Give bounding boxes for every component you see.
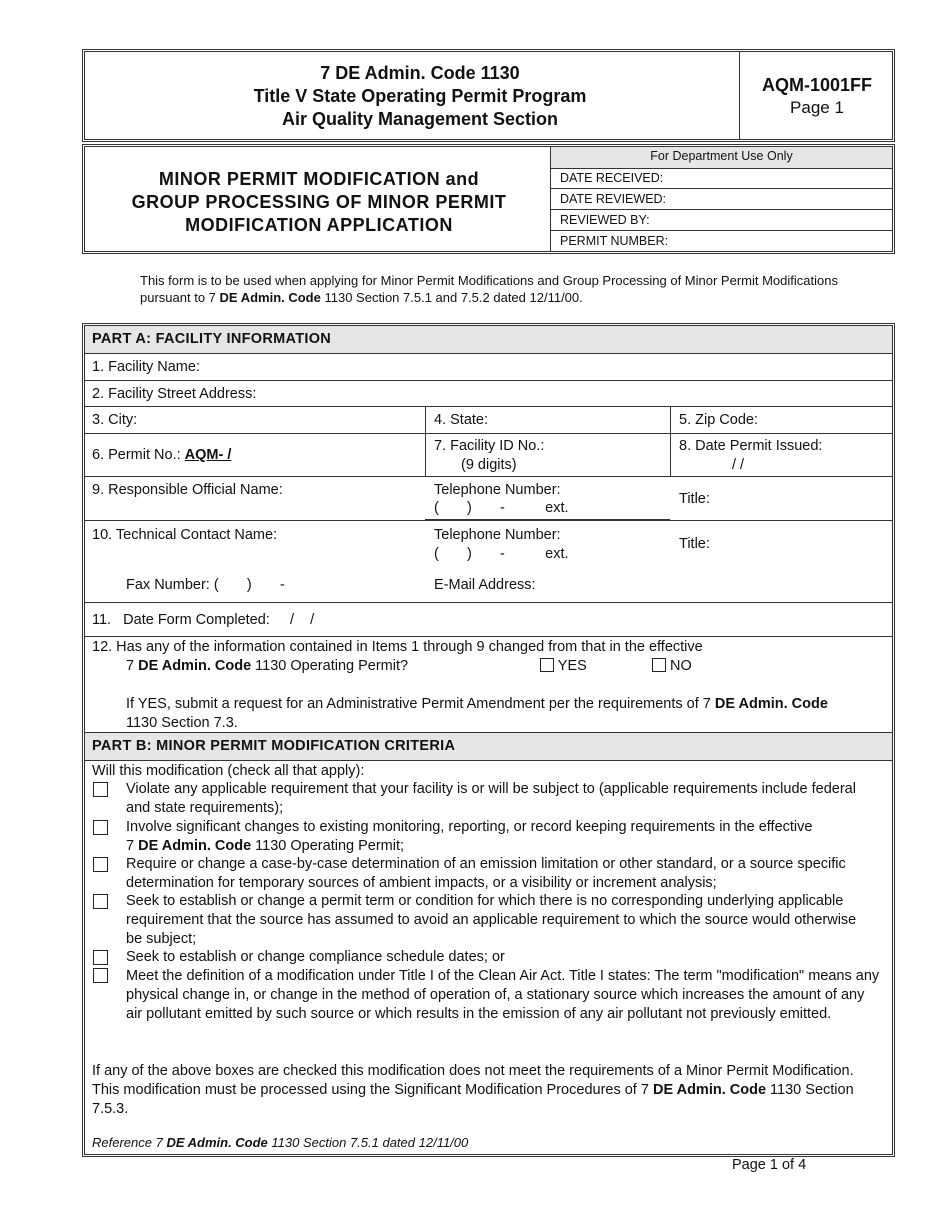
q12-no-option[interactable]: NO [652, 658, 692, 674]
form-title-line-3: MODIFICATION APPLICATION [185, 215, 453, 235]
form-code: AQM-1001FF [761, 75, 873, 95]
col-line [425, 406, 426, 476]
contact-telephone-format: ( ) - ext. [434, 546, 569, 562]
responsible-official-label: 9. Responsible Official Name: [92, 482, 283, 498]
criterion-3-checkbox[interactable] [93, 857, 108, 872]
technical-contact-label: 10. Technical Contact Name: [92, 527, 278, 543]
contact-telephone-label: Telephone Number: [434, 527, 561, 543]
intro-paragraph: This form is to be used when applying for Minor Permit Modifications and Group Processing of Minor Permit Modifications pursuant to 7 DE Admin. Code 1130 Section 7.5.1 and 7.5.2 dated 12/11/00. [140, 273, 838, 305]
facility-name-label: 1. Facility Name: [92, 359, 200, 375]
official-telephone-format: ( ) - ext. [434, 500, 569, 516]
permit-number-label: PERMIT NUMBER: [560, 234, 669, 248]
row-line [85, 636, 892, 637]
row-line [85, 433, 892, 434]
city-label: 3. City: [92, 412, 138, 428]
col-line [670, 406, 671, 476]
email-label: E-Mail Address: [434, 577, 536, 593]
official-title-label: Title: [679, 491, 710, 507]
criterion-1-text: Violate any applicable requirement that your facility is or will be subject to (applicable requirements include federal and state requirements); [126, 781, 856, 816]
date-permit-issued-label: 8. Date Permit Issued: [679, 438, 823, 454]
row-line [85, 406, 892, 407]
state-label: 4. State: [434, 412, 489, 428]
header-line-3: Air Quality Management Section [281, 109, 559, 129]
header-page: Page 1 [790, 98, 844, 117]
criterion-6-checkbox[interactable] [93, 968, 108, 983]
form-title-line-2: GROUP PROCESSING OF MINOR PERMIT [131, 192, 507, 212]
q12-question: 12. Has any of the information contained in Items 1 through 9 changed from that in the effective [92, 639, 703, 655]
q12-question-cont: 7 DE Admin. Code 1130 Operating Permit? [126, 658, 409, 674]
criterion-4-text: Seek to establish or change a permit term or condition for which there is no corresponding underlying applicable requirement that the source has assumed to avoid an applicable requirement to which the source would otherwise be subject; [126, 893, 857, 947]
facility-id-label: 7. Facility ID No.: [434, 438, 545, 454]
form-title [86, 168, 552, 237]
criterion-2-text: Involve significant changes to existing monitoring, reporting, or record keeping requirements in the effective 7 DE Admin. Code 1130 Operating Permit; [126, 819, 813, 854]
criterion-4-checkbox[interactable] [93, 894, 108, 909]
criteria-outcome: If any of the above boxes are checked this modification does not meet the requirements of a Minor Permit Modification. This modification must be processed using the Significant Modification Procedures of 7 DE Admin. Code 1130 Section 7.5.3. [92, 1063, 854, 1117]
zip-code-label: 5. Zip Code: [679, 412, 758, 428]
q12-note: If YES, submit a request for an Administrative Permit Amendment per the requirements of 7 DE Admin. Code 1130 Section 7.3. [126, 696, 828, 731]
date-received-label: DATE RECEIVED: [560, 171, 664, 185]
header-line-2: Title V State Operating Permit Program [253, 86, 587, 106]
row-line [85, 602, 892, 603]
contact-title-label: Title: [679, 536, 710, 552]
q12-no-checkbox[interactable] [652, 658, 666, 672]
fax-number-label: Fax Number: ( ) - [126, 577, 285, 593]
row-line [85, 760, 892, 761]
facility-id-hint: (9 digits) [461, 457, 517, 473]
date-reviewed-label: DATE REVIEWED: [560, 192, 667, 206]
criteria-intro: Will this modification (check all that apply): [92, 763, 365, 779]
row-line [85, 476, 892, 477]
permit-no-field: 6. Permit No.: AQM- / [92, 447, 315, 463]
reference-note: Reference 7 DE Admin. Code 1130 Section 7.5.1 dated 12/11/00 [92, 1135, 469, 1150]
facility-address-label: 2. Facility Street Address: [92, 386, 257, 402]
criterion-1-checkbox[interactable] [93, 782, 108, 797]
dept-row-line [551, 209, 892, 210]
footer-page-number: Page 1 of 4 [732, 1157, 807, 1173]
official-telephone-label: Telephone Number: [434, 482, 561, 498]
criterion-5-checkbox[interactable] [93, 950, 108, 965]
criterion-2-checkbox[interactable] [93, 820, 108, 835]
part-b-heading: PART B: MINOR PERMIT MODIFICATION CRITERIA [92, 738, 456, 754]
permit-no-value: AQM- / [184, 447, 232, 463]
date-form-completed-label: 11. Date Form Completed: / / [92, 612, 315, 628]
form-id-block [740, 74, 894, 118]
part-a-heading: PART A: FACILITY INFORMATION [92, 331, 332, 347]
regulation-header [100, 62, 740, 131]
row-line [85, 520, 892, 521]
date-permit-issued-format: / / [732, 457, 745, 473]
q12-yes-checkbox[interactable] [540, 658, 554, 672]
dept-use-heading: For Department Use Only [650, 149, 793, 163]
row-line [85, 380, 892, 381]
form-title-line-1: MINOR PERMIT MODIFICATION and [158, 169, 480, 189]
row-line [85, 353, 892, 354]
header-line-1: 7 DE Admin. Code 1130 [320, 63, 520, 83]
q12-yes-option[interactable]: YES [540, 658, 587, 674]
dept-row-line [551, 230, 892, 231]
criterion-3-text: Require or change a case-by-case determination of an emission limitation or other standard, or a source specific determination for temporary sources of ambient impacts, or a visibility or increment analysis; [126, 856, 846, 891]
dept-row-line [551, 168, 892, 169]
dept-row-line [551, 188, 892, 189]
criterion-5-text: Seek to establish or change compliance schedule dates; or [126, 949, 505, 965]
reviewed-by-label: REVIEWED BY: [560, 213, 650, 227]
criterion-6-text: Meet the definition of a modification under Title I of the Clean Air Act. Title I states: The term "modification" means any physical change in, or change in the method of operation of, a stationary source which increases the amount of any air pollutant emitted by such source or which results in the emission of any air pollutant not previously emitted. [126, 968, 880, 1022]
